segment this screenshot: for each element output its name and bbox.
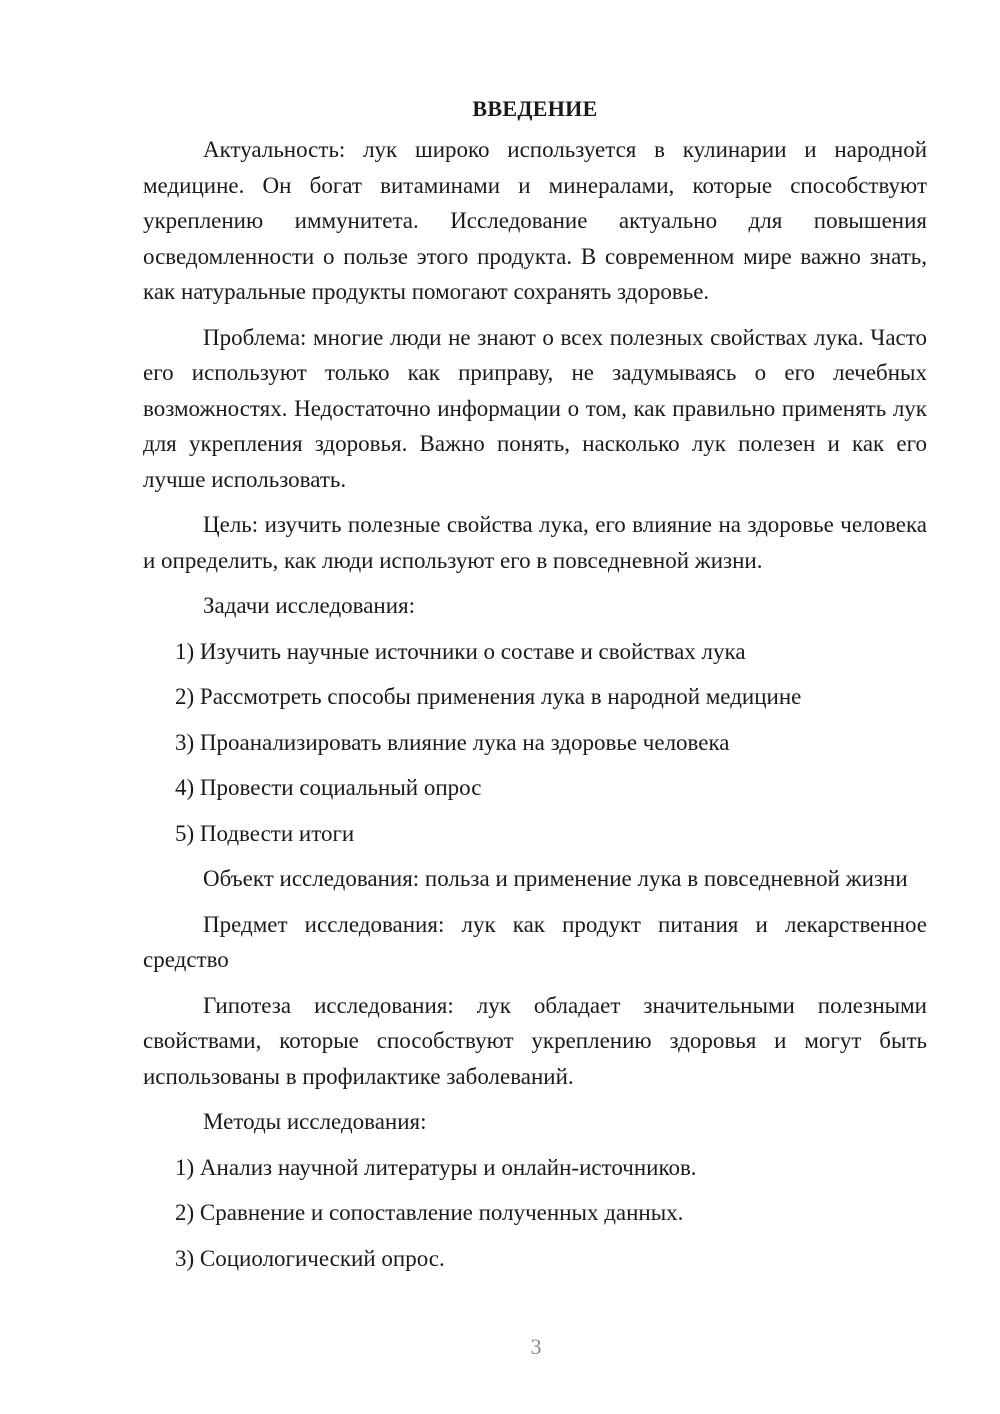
list-item: 1) Анализ научной литературы и онлайн-источников. <box>175 1154 697 1180</box>
relevance-paragraph: Актуальность: лук широко используется в кулинарии и народной медицине. Он богат витаминами и минералами, которые способствуют укреплению иммунитета. Исследование актуально для повышения осведомленности о пользе этого продукта. В современном мире важно знать, как натуральные продукты помогают сохранять здоровье. <box>143 137 927 304</box>
subject-paragraph: Предмет исследования: лук как продукт питания и лекарственное средство <box>143 911 927 972</box>
page-content <box>143 94 927 1286</box>
list-item: 2) Сравнение и сопоставление полученных данных. <box>175 1200 684 1225</box>
list-item: 3) Проанализировать влияние лука на здоровье человека <box>175 729 730 755</box>
problem-paragraph: Проблема: многие люди не знают о всех полезных свойствах лука. Часто его используют только как приправу, не задумываясь о его лечебных возможностях. Недостаточно информации о том, как правильно применять лук для укрепления здоровья. Важно понять, насколько лук полезен и как его лучше использовать. <box>143 324 927 492</box>
tasks-list <box>143 634 927 862</box>
tasks-heading: Задачи исследования: <box>203 593 416 618</box>
methods-heading: Методы исследования: <box>203 1109 427 1134</box>
list-item: 4) Провести социальный опрос <box>175 775 482 800</box>
page-number: 3 <box>530 1334 542 1359</box>
section-title: ВВЕДЕНИЕ <box>472 96 598 121</box>
goal-paragraph: Цель: изучить полезные свойства лука, его влияние на здоровье человека и определить, как люди используют его в повседневной жизни. <box>143 512 927 573</box>
list-item: 1) Изучить научные источники о составе и свойствах лука <box>175 638 746 664</box>
list-item: 2) Рассмотреть способы применения лука в народной медицине <box>175 684 802 709</box>
list-item: 5) Подвести итоги <box>175 820 355 846</box>
methods-list <box>143 1150 927 1287</box>
list-item: 3) Социологический опрос. <box>175 1245 445 1271</box>
hypothesis-paragraph: Гипотеза исследования: лук обладает значительными полезными свойствами, которые способствуют укреплению здоровья и могут быть использованы в профилактике заболеваний. <box>143 992 927 1089</box>
object-paragraph: Объект исследования: польза и применение лука в повседневной жизни <box>203 866 908 891</box>
